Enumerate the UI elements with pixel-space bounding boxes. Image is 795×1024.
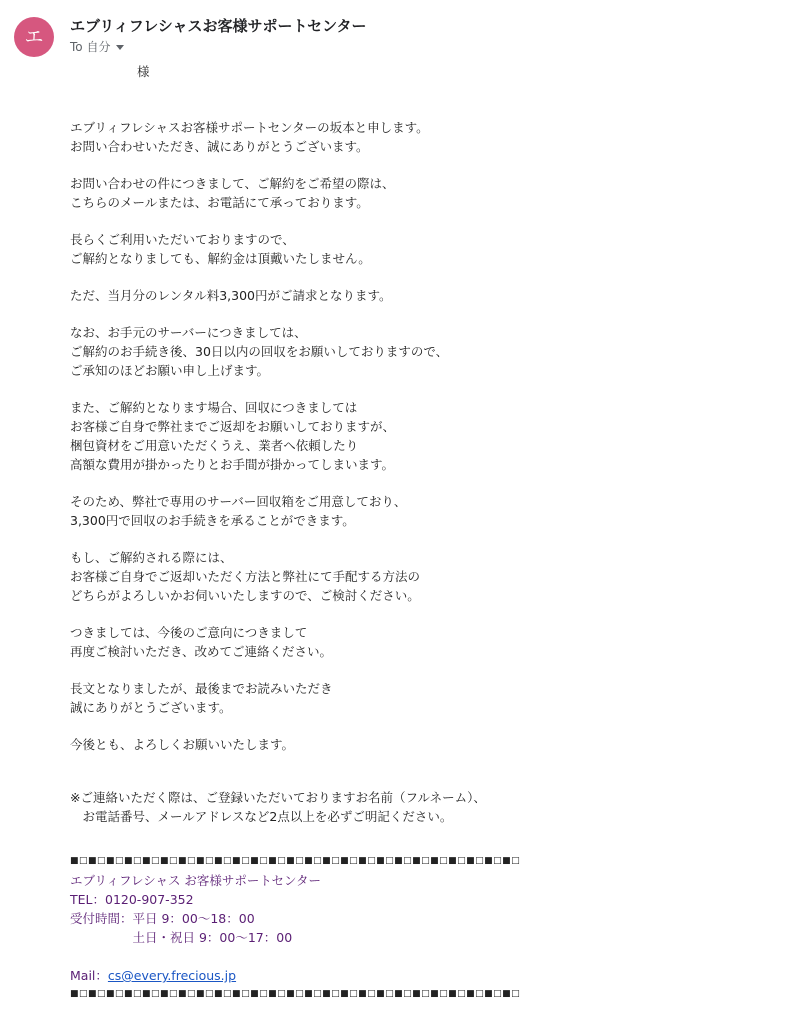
body-line: 今後とも、よろしくお願いいたします。 xyxy=(70,737,295,752)
chevron-down-icon[interactable] xyxy=(116,45,124,50)
signature-divider: ■□■□■□■□■□■□■□■□■□■□■□■□■□■□■□■□■□■□■□■□■□■□■□■□■□ xyxy=(70,856,521,866)
body-line: お客様ご自身で弊社までご返却をお願いしておりますが、 xyxy=(70,419,396,434)
body-line: また、ご解約となります場合、回収につきましては xyxy=(70,400,358,415)
note-line: お電話番号、メールアドレスなど2点以上を必ずご明記ください。 xyxy=(70,809,453,824)
body-line: ご承知のほどお願い申し上げます。 xyxy=(70,363,270,378)
body-line: つきましては、今後のご意向につきまして xyxy=(70,625,308,640)
signature-company: エブリィフレシャス お客様サポートセンター xyxy=(70,873,322,888)
recipient-label: To 自分 xyxy=(70,40,111,54)
mail-link[interactable]: cs@every.frecious.jp xyxy=(107,968,237,983)
body-line: お客様ご自身でご返却いただく方法と弊社にて手配する方法の xyxy=(70,569,421,584)
note-line: ※ご連絡いただく際は、ご登録いただいておりますお名前（フルネーム）、 xyxy=(70,790,486,805)
body-line: 再度ご検討いただき、改めてご連絡ください。 xyxy=(70,644,333,659)
body-line: ご解約となりましても、解約金は頂戴いたしません。 xyxy=(70,251,371,266)
signature-divider: ■□■□■□■□■□■□■□■□■□■□■□■□■□■□■□■□■□■□■□■□■□■□■□■□■□ xyxy=(70,989,521,999)
paragraph xyxy=(70,286,770,305)
email-signature xyxy=(70,852,770,1004)
email-header xyxy=(0,0,795,60)
paragraph xyxy=(70,398,770,474)
body-line: 梱包資材をご用意いただくうえ、業者へ依頼したり xyxy=(70,438,359,453)
paragraph xyxy=(70,118,770,156)
body-line: エブリィフレシャスお客様サポートセンターの坂本と申します。 xyxy=(70,120,429,135)
paragraph xyxy=(70,230,770,268)
signature-hours-weekday: 受付時間：平日 9：00〜18：00 xyxy=(70,911,255,926)
body-line: こちらのメールまたは、お電話にて承っております。 xyxy=(70,195,369,210)
sender-avatar[interactable]: エ xyxy=(14,17,54,57)
body-line: どちらがよろしいかお伺いいたしますので、ご検討ください。 xyxy=(70,588,420,603)
paragraph xyxy=(70,548,770,605)
body-line: 高額な費用が掛かったりとお手間が掛かってしまいます。 xyxy=(70,457,395,472)
body-line: 長文となりましたが、最後までお読みいただき xyxy=(70,681,333,696)
body-line: 誠にありがとうございます。 xyxy=(70,700,232,715)
signature-tel: TEL：0120-907-352 xyxy=(70,892,194,907)
body-line: 3,300円で回収のお手続きを承ることができます。 xyxy=(70,513,355,528)
recipient-toggle[interactable] xyxy=(70,38,124,55)
body-line: そのため、弊社で専用のサーバー回収箱をご用意しており、 xyxy=(70,494,407,509)
paragraph xyxy=(70,735,770,754)
paragraph xyxy=(70,492,770,530)
signature-mail-row xyxy=(70,966,770,985)
mail-label: Mail： xyxy=(70,968,108,983)
signature-hours-weekend: 土日・祝日 9：00〜17：00 xyxy=(70,930,293,945)
body-line: もし、ご解約される際には、 xyxy=(70,550,233,565)
body-line: お問い合わせいただき、誠にありがとうございます。 xyxy=(70,139,369,154)
body-line: ご解約のお手続き後、30日以内の回収をお願いしておりますので、 xyxy=(70,344,449,359)
salutation: 様 xyxy=(137,64,150,79)
body-line: 長らくご利用いただいておりますので、 xyxy=(70,232,295,247)
paragraph xyxy=(70,679,770,717)
sender-name: エブリィフレシャスお客様サポートセンター xyxy=(70,17,367,35)
body-line: ただ、当月分のレンタル料3,300円がご請求となります。 xyxy=(70,288,392,303)
paragraph xyxy=(70,623,770,661)
paragraph xyxy=(70,174,770,212)
body-line: お問い合わせの件につきまして、ご解約をご希望の際は、 xyxy=(70,176,395,191)
body-line: なお、お手元のサーバーにつきましては、 xyxy=(70,325,307,340)
contact-note xyxy=(70,788,770,826)
paragraph xyxy=(70,323,770,380)
email-body xyxy=(70,62,770,1004)
